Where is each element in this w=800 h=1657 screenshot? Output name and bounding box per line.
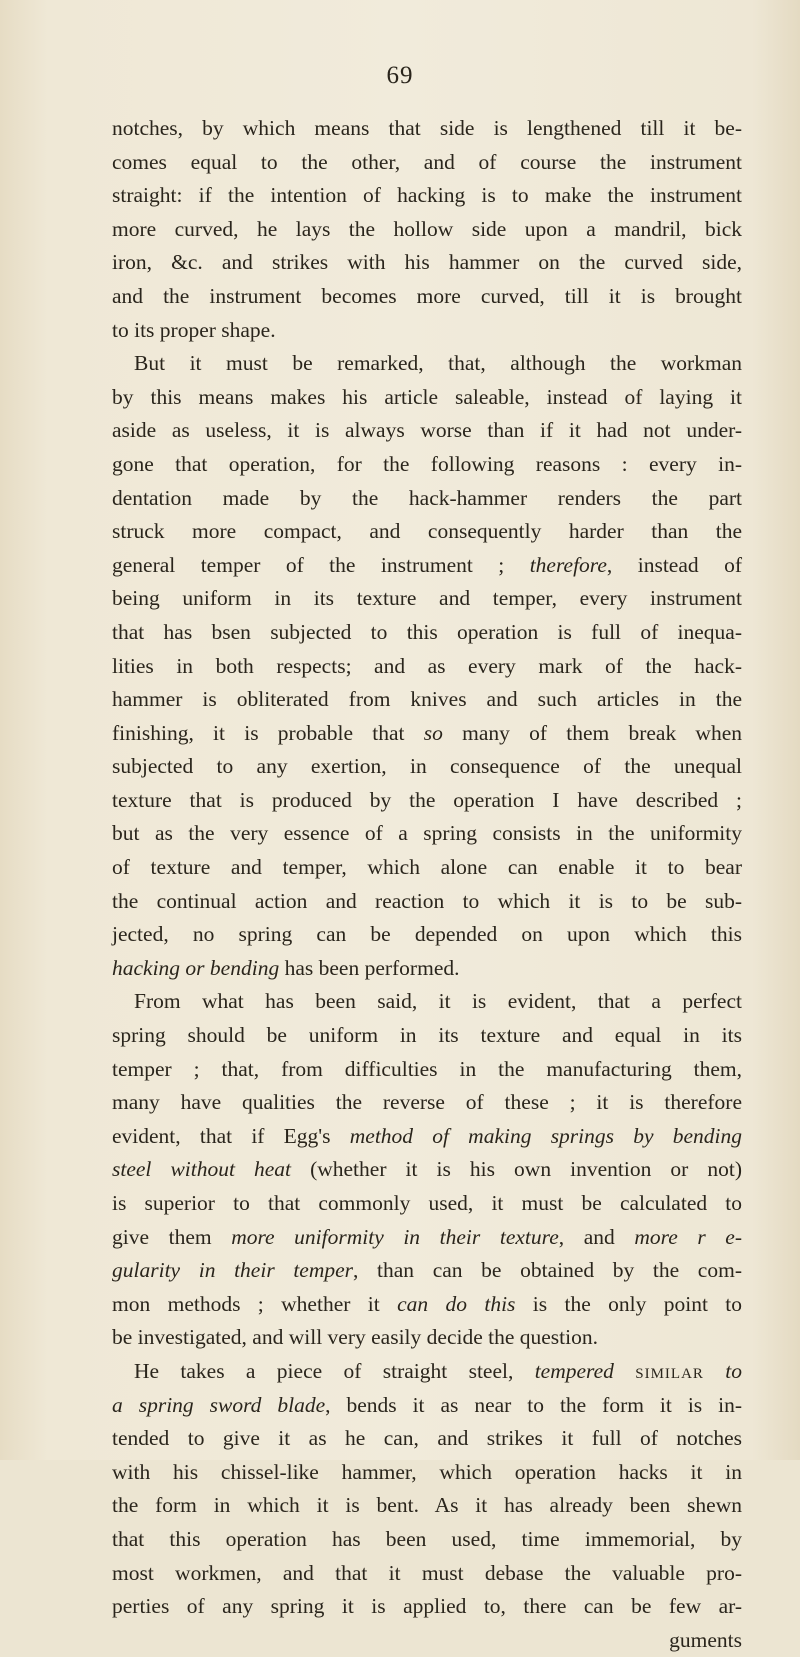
text-line: struck more compact, and consequently harder than the [112,519,742,544]
small-caps-text: similar [635,1358,704,1383]
text-line: the form in which it is bent. As it has already been shewn [112,1493,742,1518]
text-line: dentation made by the hack-hammer renders the part [112,485,742,510]
page-number: 69 [386,62,414,89]
text-line [112,1389,742,1423]
text-line: more curved, he lays the hollow side upon a mandril, bick [112,216,742,241]
text-line: aside as useless, it is always worse than if it had not under- [112,418,742,443]
text-line: perties of any spring it is applied to, there can be few ar- [112,1594,742,1619]
text-line [112,1288,742,1322]
text-line: being uniform in its texture and temper, every instrument [112,586,742,611]
text-line [112,1153,742,1187]
italic-text: gularity in their temper [112,1258,354,1283]
text-run: many of them break when [442,720,742,745]
text-line [112,1120,742,1154]
text-run: evident, that if Egg's [112,1123,350,1148]
text-line: and the instrument becomes more curved, till it is brought [112,283,742,308]
text-line: From what has been said, it is evident, that a perfect [134,989,742,1014]
text-line: spring should be uniform in its texture and equal in its [112,1023,742,1048]
text-line: straight: if the intention of hacking is to make the instrument [112,183,742,208]
text-line: with his chissel-like hammer, which operation hacks it in [112,1459,742,1484]
text-line: by this means makes his article saleable, instead of laying it [112,384,742,409]
italic-text: method of making springs by bending [349,1123,742,1148]
text-line [112,1355,742,1389]
text-line: is superior to that commonly used, it must be calculated to [112,1191,742,1215]
text-line: lities in both respects; and as every mark of the hack- [112,653,742,678]
text-run: give them [112,1224,232,1249]
text-line: of texture and temper, which alone can enable it to bear [112,855,742,880]
italic-text: more uniformity in their texture [231,1224,559,1249]
text-line: most workmen, and that it must debase the valuable pro- [112,1560,742,1585]
text-line: many have qualities the reverse of these ; it is therefore [112,1090,742,1115]
text-run: , than can be obtained by the com- [353,1258,742,1283]
text-run: , and [558,1224,635,1249]
text-line: that this operation has been used, time immemorial, by [112,1526,742,1551]
body-text [112,112,742,1657]
text-line: comes equal to the other, and of course the instrument [112,149,742,174]
italic-text: so [423,720,443,745]
text-line: texture that is produced by the operation I have described ; [112,787,742,812]
text-line: temper ; that, from difficulties in the manufacturing them, [112,1056,742,1081]
italic-text: therefore [529,552,607,577]
italic-text: a spring sword blade [112,1392,326,1417]
catchword: guments [669,1627,742,1652]
text-line: iron, &c. and strikes with his hammer on the curved side, [112,250,742,275]
text-line [112,549,742,583]
text-run: (whether it is his own invention or not) [291,1157,742,1182]
text-run: is the only point to [515,1291,743,1316]
text-line: the continual action and reaction to which it is to be sub- [112,888,742,913]
text-line: that has bsen subjected to this operation is full of inequa- [112,619,742,644]
text-run: He takes a piece of straight steel, [134,1358,535,1383]
italic-text: more r e- [634,1224,742,1249]
italic-text: can do this [397,1291,516,1316]
text-line: jected, no spring can be depended on upon which this [112,922,742,947]
text-run: , bends it as near to the form it is in- [325,1392,743,1417]
italic-text: steel without heat [112,1157,292,1182]
text-line: notches, by which means that side is lengthened till it be- [112,116,742,140]
italic-text: tempered [534,1358,614,1383]
text-line: but as the very essence of a spring consists in the uniformity [112,821,742,846]
text-line [112,952,742,986]
text-run: has been performed. [279,955,460,980]
text-line [112,717,742,751]
text-run: general temper of the instrument ; [112,552,530,577]
text-line [112,1221,742,1255]
text-run: finishing, it is probable that [112,720,424,745]
text-line: tended to give it as he can, and strikes it full of notches [112,1426,742,1451]
text-line: be investigated, and will very easily decide the question. [112,1325,598,1350]
text-line [112,1254,742,1288]
text-line: But it must be remarked, that, although the workman [134,351,742,376]
text-run: , instead of [606,552,742,577]
text-run: mon methods ; whether it [112,1291,398,1316]
text-line: to its proper shape. [112,317,276,342]
text-line: hammer is obliterated from knives and such articles in the [112,687,742,712]
italic-text: to [725,1358,742,1383]
italic-text: hacking or bending [112,955,280,980]
text-line: subjected to any exertion, in consequence of the unequal [112,754,742,779]
text-line: gone that operation, for the following reasons : every in- [112,451,742,476]
